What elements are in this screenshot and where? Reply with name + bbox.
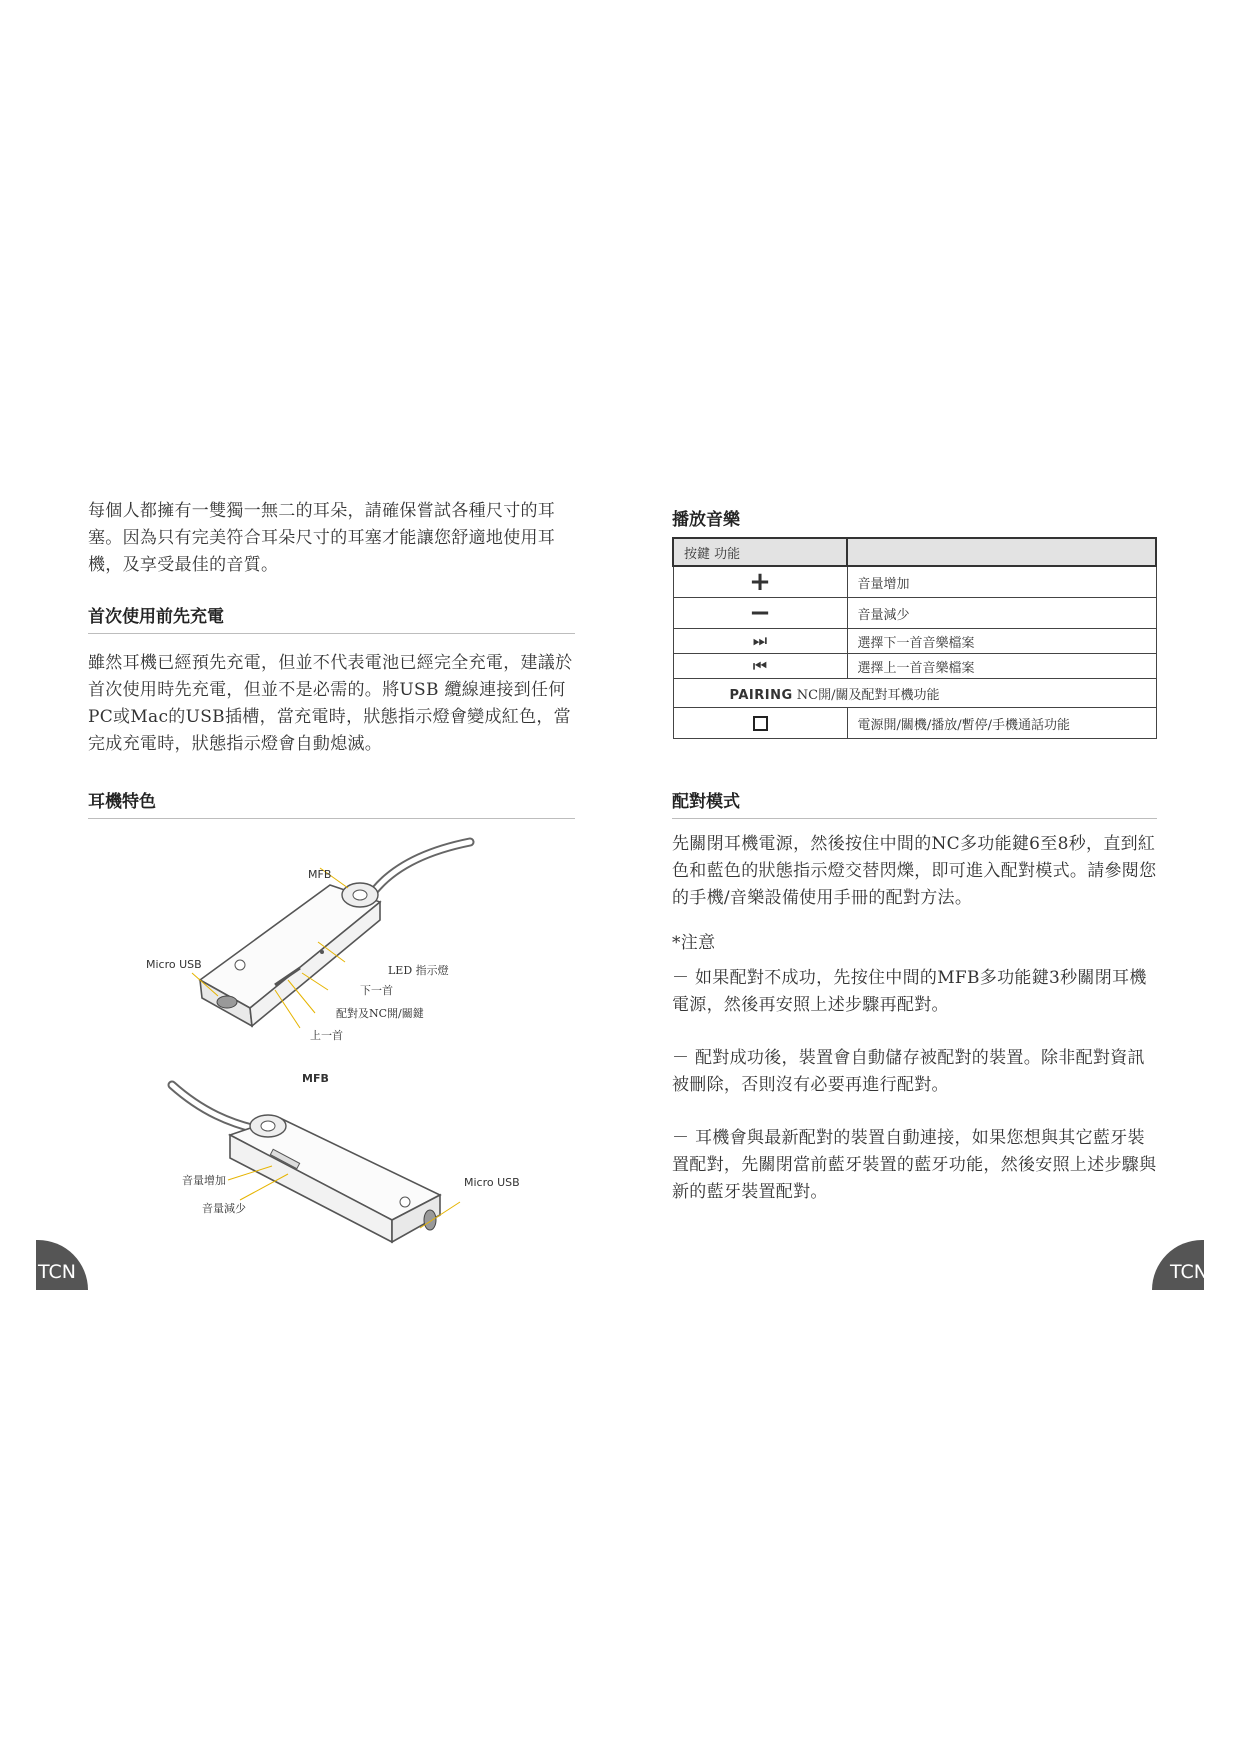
function-cell: 選擇下一首音樂檔案 — [847, 629, 1156, 654]
charging-heading: 首次使用前先充電 — [88, 602, 575, 634]
square-button-icon — [753, 716, 768, 731]
controls-table-header — [673, 538, 1156, 566]
prev-track-icon: ⏮ — [673, 654, 847, 679]
page-tab-right-label: TCN — [1170, 1261, 1208, 1283]
page-tab-right — [1152, 1240, 1208, 1290]
note-item: － 耳機會與最新配對的裝置自動連接，如果您想與其它藍牙裝置配對，先關閉當前藍牙裝置的藍牙功能，然後安照上述步驟與新的藍牙裝置配對。 — [672, 1128, 1157, 1202]
music-heading: 播放音樂 — [672, 510, 740, 530]
label-led: LED 指示燈 — [388, 964, 449, 977]
function-cell: 音量增加 — [847, 566, 1156, 598]
function-cell: 音量減少 — [847, 598, 1156, 629]
intro-paragraph: 每個人都擁有一雙獨一無二的耳朵，請確保嘗試各種尺寸的耳塞。因為只有完美符合耳朵尺寸的耳塞才能讓您舒適地使用耳機，及享受最佳的音質。 — [88, 501, 556, 575]
header-cell: 按鍵 功能 — [673, 538, 847, 566]
label-vol-down: 音量減少 — [202, 1202, 246, 1215]
pairing-paragraph: 先關閉耳機電源，然後按住中間的NC多功能鍵6至8秒，直到紅色和藍色的狀態指示燈交替閃爍，即可進入配對模式。請參閱您的手機/音樂設備使用手冊的配對方法。 — [672, 834, 1157, 908]
label-vol-up: 音量增加 — [182, 1174, 226, 1187]
features-section — [88, 787, 575, 819]
page-tab-left — [36, 1240, 88, 1290]
label-mfb-bottom: MFB — [302, 1072, 329, 1085]
notes-block — [672, 930, 1157, 1206]
pairing-section — [672, 787, 1157, 1206]
header-cell-empty — [847, 538, 1156, 566]
earphone-diagram-bottom — [160, 1070, 520, 1270]
table-row — [673, 708, 1156, 739]
table-row — [673, 566, 1156, 598]
music-heading-wrap — [672, 505, 1157, 536]
next-track-icon: ⏭ — [673, 629, 847, 654]
note-item: － 配對成功後，裝置會自動儲存被配對的裝置。除非配對資訊被刪除，否則沒有必要再進行配對。 — [672, 1048, 1145, 1095]
charging-paragraph: 雖然耳機已經預先充電，但並不代表電池已經完全充電，建議於首次使用時先充電，但並不是必需的。將USB 纜線連接到任何PC或Mac的USB插槽，當充電時，狀態指示燈會變成紅色，當完成充電時，狀態指示燈會自動熄滅。 — [88, 653, 573, 754]
table-row — [673, 679, 1156, 708]
note-title: *注意 — [672, 933, 716, 953]
left-column — [88, 498, 575, 579]
label-mfb-top: MFB — [308, 868, 332, 881]
label-micro-usb-bottom: Micro USB — [464, 1176, 520, 1189]
pairing-row-cell — [673, 679, 1156, 708]
label-micro-usb-top: Micro USB — [146, 958, 202, 971]
earphone-diagram-top — [140, 830, 500, 1060]
controls-table — [672, 537, 1157, 739]
plus-icon: + — [673, 566, 847, 598]
pairing-heading: 配對模式 — [672, 787, 1157, 819]
function-cell: 電源開/關機/播放/暫停/手機通話功能 — [847, 708, 1156, 739]
charging-section — [88, 602, 575, 758]
minus-icon: − — [673, 598, 847, 629]
pairing-key-label: PAIRING — [729, 687, 793, 703]
table-row — [673, 598, 1156, 629]
mfb-key-cell — [673, 708, 847, 739]
label-next: 下一首 — [360, 984, 393, 997]
table-row — [673, 654, 1156, 679]
note-item: － 如果配對不成功，先按住中間的MFB多功能鍵3秒關閉耳機電源，然後再安照上述步驟再配對。 — [672, 968, 1147, 1015]
features-heading: 耳機特色 — [88, 787, 575, 819]
label-pair-nc: 配對及NC開/關鍵 — [336, 1007, 424, 1020]
function-cell: 選擇上一首音樂檔案 — [847, 654, 1156, 679]
pairing-function: NC開/關及配對耳機功能 — [792, 687, 940, 703]
label-prev: 上一首 — [310, 1029, 343, 1042]
page-tab-left-label: TCN — [38, 1261, 76, 1283]
table-row — [673, 629, 1156, 654]
